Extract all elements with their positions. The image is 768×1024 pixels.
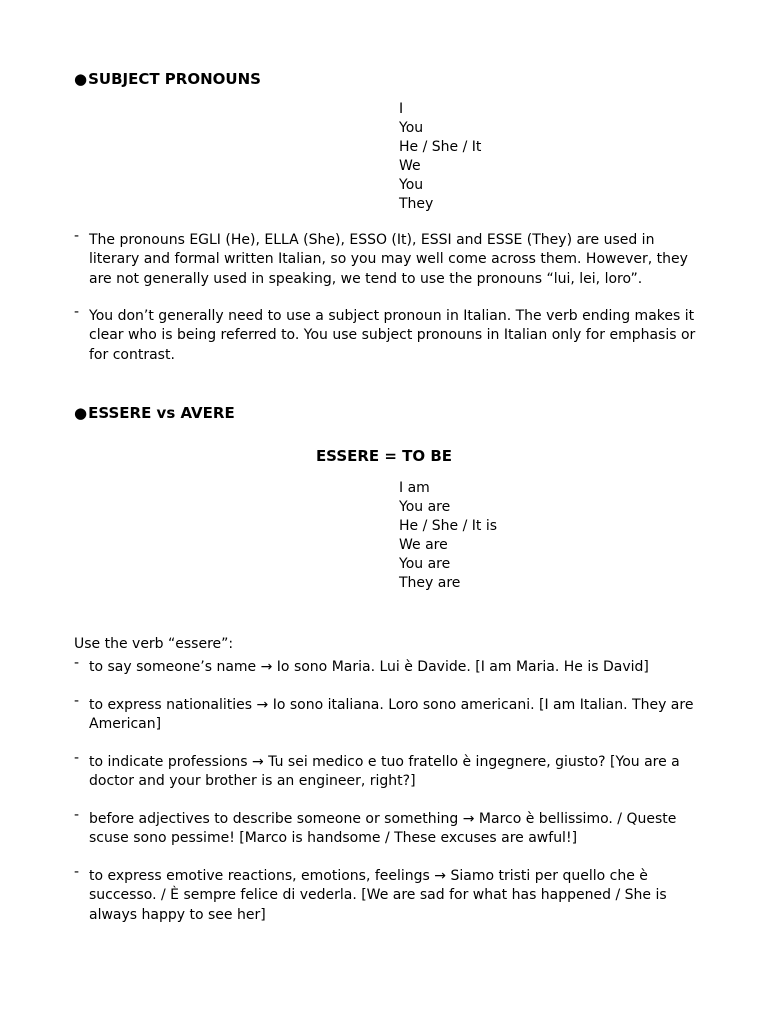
pronoun-english: We (399, 158, 421, 174)
conjugation-english: He / She / It is (399, 518, 497, 534)
pronoun-english: I (399, 101, 404, 117)
bullet-icon: ● (74, 404, 88, 422)
list-item (74, 750, 704, 792)
pronoun-english: You (399, 120, 424, 136)
essere-subtitle: ESSERE = TO BE (315, 447, 453, 465)
list-item (74, 655, 704, 677)
list-item (74, 807, 704, 849)
dash-marker: - (74, 228, 80, 244)
section-title: SUBJECT PRONOUNS (88, 70, 261, 88)
dash-marker: - (74, 750, 80, 766)
section-heading-subject-pronouns (74, 70, 261, 88)
use-text: to express nationalities → Io sono italiana. Loro sono americani. [I am Italian. They are American] (89, 697, 694, 733)
dash-marker: - (74, 864, 80, 880)
pronoun-english: You (399, 177, 424, 193)
dash-marker: - (74, 807, 80, 823)
use-text: to indicate professions → Tu sei medico e tuo fratello è ingegnere, giusto? [You are a doctor and your brother is an engineer, right?] (89, 754, 680, 790)
note-text: You don’t generally need to use a subject pronoun in Italian. The verb ending makes it clear who is being referred to. You use subject pronouns in Italian only for emphasis or for contrast. (89, 308, 696, 363)
conjugation-english: They are (399, 575, 461, 591)
dash-marker: - (74, 655, 80, 671)
list-item (74, 693, 704, 735)
note-text: The pronouns EGLI (He), ELLA (She), ESSO (It), ESSI and ESSE (They) are used in literary and formal written Italian, so you may well come across them. However, they are not generally used in speaking, we tend to use the pronouns “lui, lei, loro”. (89, 232, 688, 287)
use-text: to say someone’s name → Io sono Maria. Lui è Davide. [I am Maria. He is David] (89, 659, 649, 675)
section-heading-essere-avere (74, 404, 235, 422)
conjugation-english: I am (399, 480, 430, 496)
conjugation-english: We are (399, 537, 448, 553)
use-text: to express emotive reactions, emotions, feelings → Siamo tristi per quello che è successo. / È sempre felice di vederla. [We are sad for what has happened / She is always happy to see her] (89, 868, 667, 923)
list-item (74, 228, 704, 289)
dash-marker: - (74, 693, 80, 709)
conjugation-english: You are (399, 499, 451, 515)
usage-intro: Use the verb “essere”: (74, 636, 234, 652)
list-item (74, 864, 704, 925)
section-title: ESSERE vs AVERE (88, 404, 235, 422)
list-item (74, 304, 704, 365)
pronoun-english: They (399, 196, 434, 212)
use-text: before adjectives to describe someone or something → Marco è bellissimo. / Queste scuse sono pessime! [Marco is handsome / These excuses are awful!] (89, 811, 677, 847)
pronoun-english: He / She / It (399, 139, 482, 155)
conjugation-english: You are (399, 556, 451, 572)
dash-marker: - (74, 304, 80, 320)
bullet-icon: ● (74, 70, 88, 88)
